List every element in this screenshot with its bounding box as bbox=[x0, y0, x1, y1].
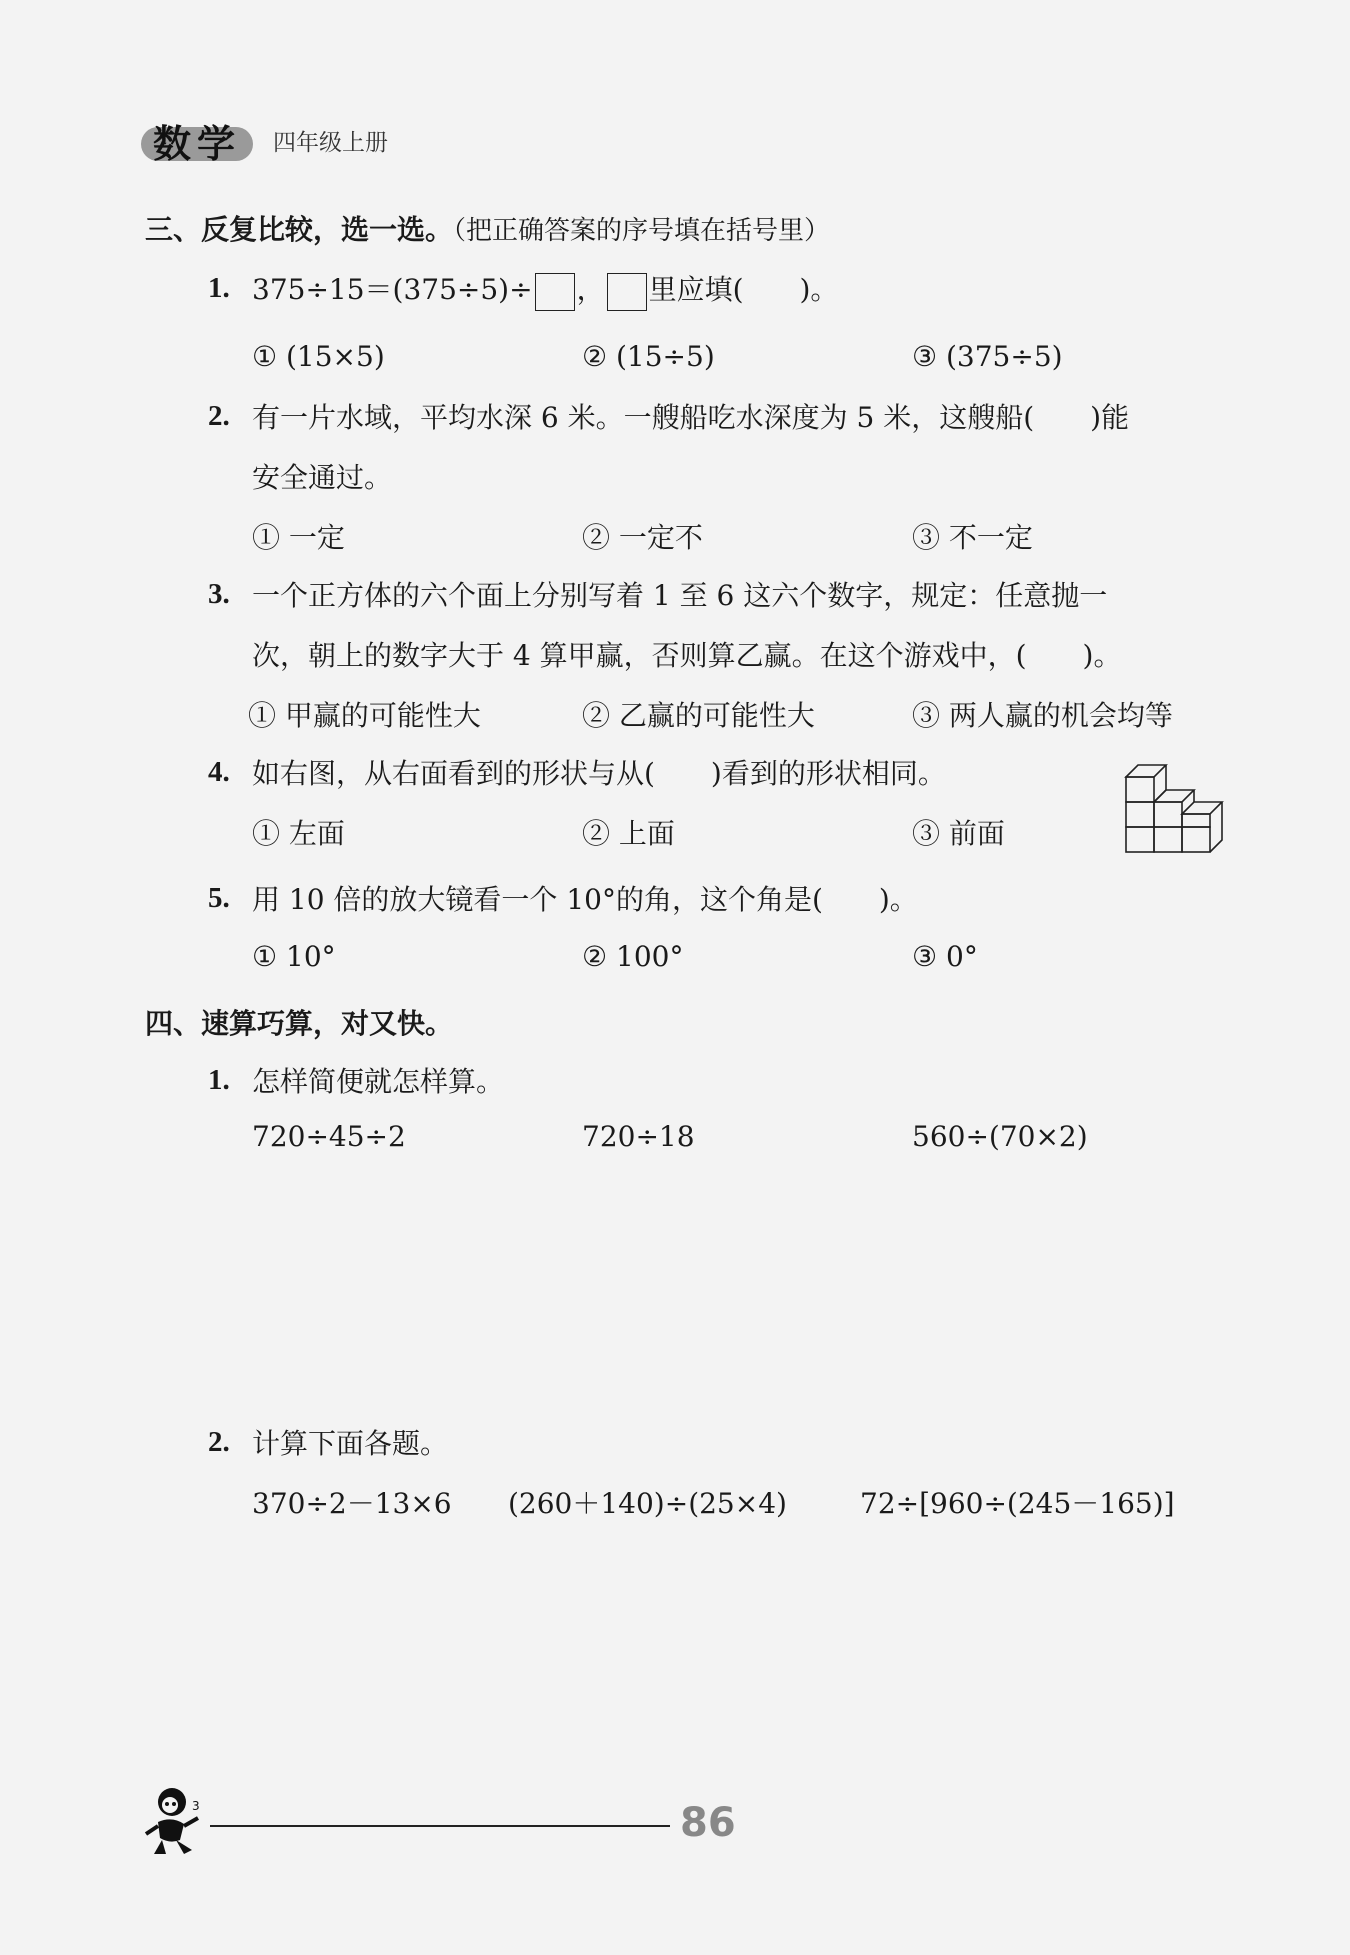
expression: 720÷18 bbox=[582, 1120, 695, 1153]
grade-label: 四年级上册 bbox=[273, 129, 389, 156]
question-number: 1. bbox=[208, 272, 230, 304]
expression: 720÷45÷2 bbox=[252, 1120, 406, 1153]
question-s4-1-text: 怎样简便就怎样算。 bbox=[252, 1065, 505, 1098]
question-1-text-b: ， bbox=[576, 273, 605, 306]
question-2-line1: 有一片水域，平均水深 6 米。一艘船吃水深度为 5 米，这艘船( )能 bbox=[252, 401, 1130, 434]
section-3-title: 三、反复比较，选一选。 bbox=[145, 213, 454, 246]
question-number: 2. bbox=[208, 400, 230, 432]
cube-stack-figure bbox=[1122, 752, 1230, 858]
question-2-line2: 安全通过。 bbox=[252, 461, 393, 494]
question-s4-2-text: 计算下面各题。 bbox=[252, 1427, 449, 1460]
mascot-icon bbox=[140, 1780, 210, 1860]
option-2[interactable]: ② 一定不 bbox=[582, 521, 703, 554]
question-4-line1: 如右图，从右面看到的形状与从( )看到的形状相同。 bbox=[252, 757, 946, 790]
answer-box[interactable] bbox=[535, 273, 575, 311]
option-3[interactable]: ③ 两人赢的机会均等 bbox=[912, 699, 1173, 732]
section-3-heading bbox=[145, 208, 830, 248]
question-number: 5. bbox=[208, 882, 230, 914]
answer-box[interactable] bbox=[607, 273, 647, 311]
option-3[interactable]: ③ 不一定 bbox=[912, 521, 1033, 554]
question-number: 3. bbox=[208, 578, 230, 610]
section-4-heading: 四、速算巧算，对又快。 bbox=[145, 1007, 454, 1040]
page-number: 86 bbox=[680, 1800, 736, 1846]
option-2[interactable]: ② 上面 bbox=[582, 817, 675, 850]
section-3-note: （把正确答案的序号填在括号里） bbox=[453, 216, 831, 246]
expression: (260＋140)÷(25×4) bbox=[508, 1487, 787, 1520]
question-3-line2: 次，朝上的数字大于 4 算甲赢，否则算乙赢。在这个游戏中，( )。 bbox=[252, 639, 1122, 672]
option-1[interactable]: ① (15×5) bbox=[252, 340, 385, 373]
question-1-text bbox=[252, 268, 838, 311]
option-1[interactable]: ① 左面 bbox=[252, 817, 345, 850]
option-2[interactable]: ② (15÷5) bbox=[582, 340, 715, 373]
option-1[interactable]: ① 甲赢的可能性大 bbox=[248, 699, 481, 732]
option-3[interactable]: ③ 0° bbox=[912, 940, 978, 973]
option-3[interactable]: ③ (375÷5) bbox=[912, 340, 1063, 373]
question-3-line1: 一个正方体的六个面上分别写着 1 至 6 这六个数字，规定：任意抛一 bbox=[252, 579, 1108, 612]
question-number: 4. bbox=[208, 756, 230, 788]
expression: 370÷2－13×6 bbox=[252, 1487, 452, 1520]
option-3[interactable]: ③ 前面 bbox=[912, 817, 1005, 850]
expression: 560÷(70×2) bbox=[912, 1120, 1088, 1153]
page-header bbox=[145, 110, 388, 170]
expression: 72÷[960÷(245－165)] bbox=[860, 1487, 1175, 1520]
option-2[interactable]: ② 乙赢的可能性大 bbox=[582, 699, 815, 732]
question-5-line1: 用 10 倍的放大镜看一个 10°的角，这个角是( )。 bbox=[252, 883, 918, 916]
subject-title: 数学 bbox=[145, 113, 251, 168]
svg-text:3: 3 bbox=[192, 1799, 200, 1813]
question-1-text-c: 里应填( )。 bbox=[648, 273, 839, 306]
option-2[interactable]: ② 100° bbox=[582, 940, 684, 973]
option-1[interactable]: ① 一定 bbox=[252, 521, 345, 554]
question-number: 2. bbox=[208, 1426, 230, 1458]
footer-rule bbox=[210, 1825, 670, 1827]
option-1[interactable]: ① 10° bbox=[252, 940, 336, 973]
question-number: 1. bbox=[208, 1064, 230, 1096]
question-1-text-a: 375÷15＝(375÷5)÷ bbox=[252, 273, 533, 306]
